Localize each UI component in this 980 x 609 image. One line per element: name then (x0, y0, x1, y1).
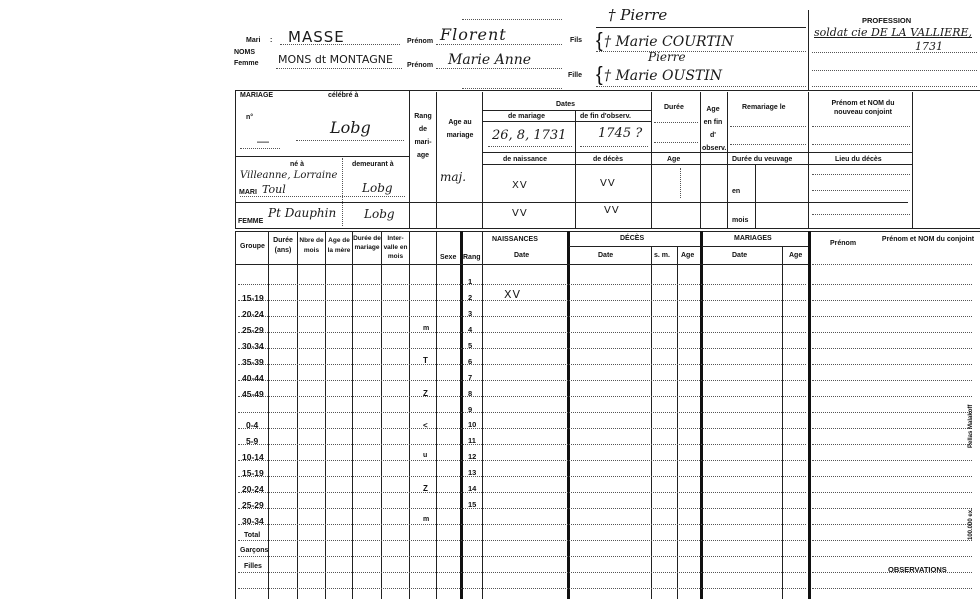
no-label: n° (246, 114, 254, 121)
table-row-rule (812, 540, 972, 541)
sexe-letter: < (423, 421, 428, 430)
table-row-rule (812, 476, 972, 477)
table-row-rule (812, 588, 972, 589)
noms-label: NOMS (234, 49, 255, 56)
table-row-rule (238, 540, 806, 541)
profession-label: PROFESSION (862, 16, 912, 25)
table-row-rule (238, 508, 806, 509)
deces-label: DÉCÈS (620, 235, 645, 242)
de-deces-label: de décès (593, 156, 623, 163)
table-row-rule (238, 524, 806, 525)
fille-mere: † Marie OUSTIN (604, 68, 723, 84)
table-row-rule (812, 492, 972, 493)
demeurant-label: demeurant à (352, 161, 394, 168)
profession-value: soldat cie DE LA VALLIERE, (814, 26, 973, 39)
rang-number: 2 (468, 293, 473, 302)
age-mere-label: Age de la mère (327, 237, 351, 254)
naissance-date-label: Date (514, 252, 530, 259)
group-label: 25-29 (242, 500, 264, 510)
femme-nom: MONS dt MONTAGNE (278, 53, 393, 66)
femme-deces: VV (604, 205, 620, 216)
group-label: 35-39 (242, 357, 264, 367)
group-label: 20-24 (242, 309, 264, 319)
fils-mere: † Marie COURTIN (604, 34, 734, 50)
table-row-rule (812, 380, 972, 381)
sexe-label: Sexe (440, 254, 457, 261)
rang-mariage-label: Rang de mari- age (414, 113, 432, 159)
table-row-rule (238, 300, 806, 301)
table-row-rule (812, 460, 972, 461)
table-row-rule (238, 460, 806, 461)
prenom-label: Prénom (830, 240, 857, 247)
mariage-date-label: Date (732, 252, 748, 259)
table-row-rule (812, 332, 972, 333)
rang-number: 6 (468, 357, 473, 366)
duree-veuvage-label: Durée du veuvage (732, 156, 793, 163)
lieu-deces-label: Lieu du décès (835, 156, 882, 163)
age-mariage-label: Age au mariage (446, 119, 474, 139)
rang-number: 14 (468, 484, 477, 493)
printer-imprint: Pellas Malakoff (968, 404, 974, 448)
de-naissance-label: de naissance (503, 156, 547, 163)
age-fin-label: Age en fin d' observ. (702, 106, 727, 152)
rang-number: 5 (468, 341, 473, 350)
mois-label: mois (732, 217, 749, 224)
mari-deces: VV (600, 178, 616, 189)
table-row-rule (238, 588, 806, 589)
table-row-rule (238, 284, 806, 285)
rang-number: 4 (468, 325, 473, 334)
group-label: Filles (244, 563, 262, 570)
sm-label: s. m. (654, 252, 670, 259)
table-row-rule (238, 396, 806, 397)
profession-year: 1731 (915, 40, 943, 53)
sexe-letter: m (423, 516, 430, 523)
rang-number: 9 (468, 405, 473, 414)
remariage-label: Remariage le (742, 104, 786, 111)
sexe-letter: Z (423, 484, 428, 493)
mariages-label: MARIAGES (734, 235, 772, 242)
femme-row-label: FEMME (238, 218, 264, 225)
femme-demeurant: Lobg (364, 207, 395, 221)
femme-prenom: Marie Anne (448, 52, 532, 68)
group-label: 5-9 (246, 436, 259, 446)
mari-label: Mari (246, 37, 261, 44)
dates-label: Dates (556, 101, 576, 108)
sexe-letter: u (423, 452, 428, 459)
mari-prenom: Florent (440, 25, 507, 44)
table-row-rule (812, 316, 972, 317)
age-col-label: Age (667, 156, 681, 163)
rang-label: Rang (463, 254, 481, 261)
celebre-label: célébré à (328, 92, 359, 99)
femme-ne: Pt Dauphin (268, 206, 337, 220)
mari-age: maj. (440, 170, 467, 184)
table-row-rule (238, 364, 806, 365)
prenom-mari-label: Prénom (407, 38, 434, 45)
table-row-rule (238, 572, 806, 573)
duree-label: Durée (664, 104, 684, 111)
table-row-rule (238, 476, 806, 477)
mari-ne-line1: Villeanne, Lorraine (240, 170, 338, 181)
rang-number: 13 (468, 468, 477, 477)
table-row-rule (238, 444, 806, 445)
date-mariage-value: 26, 8, 1731 (492, 128, 567, 143)
ne-a-label: né à (290, 161, 305, 168)
rang-number: 1 (468, 277, 473, 286)
group-label: 40-44 (242, 373, 264, 383)
sexe-letter: Z (423, 389, 428, 398)
en-label: en (732, 188, 741, 195)
group-label: 20-24 (242, 484, 264, 494)
sexe-letter: T (423, 356, 428, 365)
nouveau-conjoint-label: Prénom et NOM du nouveau conjoint (831, 100, 895, 116)
fils-label: Fils (570, 37, 583, 44)
rang-number: 11 (468, 436, 476, 445)
group-label: 10-14 (242, 452, 264, 462)
rang-number: 12 (468, 452, 477, 461)
group-label: 15-19 (242, 468, 264, 478)
rang-number: 3 (468, 309, 473, 318)
table-row-rule (238, 412, 806, 413)
rang-number: 8 (468, 389, 473, 398)
mari-nom: MASSE (288, 28, 345, 46)
naissance-rang2-value: XV (504, 288, 522, 301)
group-label: 15-19 (242, 293, 264, 303)
de-mariage-label: de mariage (508, 113, 545, 120)
mari-demeurant: Lobg (362, 181, 393, 195)
mari-row-label: MARI (239, 189, 257, 196)
table-row-rule (238, 492, 806, 493)
observations-label: OBSERVATIONS (888, 565, 947, 574)
nbre-mois-label: Nbre de mois (299, 237, 324, 254)
fille-label: Fille (568, 72, 583, 79)
table-row-rule (812, 284, 972, 285)
duree-ans-label: Durée (ans) (273, 237, 293, 254)
mari-naissance: XV (512, 180, 528, 191)
femme-label: Femme (234, 60, 259, 67)
de-fin-label: de fin d'observ. (580, 113, 631, 120)
date-fin-value: 1745 ? (598, 126, 643, 141)
table-row-rule (238, 316, 806, 317)
table-row-rule (812, 444, 972, 445)
groupe-label: Groupe (240, 243, 265, 250)
group-label: Total (244, 532, 261, 539)
conjoint-label: Prénom et NOM du conjoint (881, 236, 975, 243)
group-label: 30-34 (242, 341, 264, 351)
table-row-rule (812, 300, 972, 301)
table-row-rule (238, 428, 806, 429)
femme-naissance: VV (512, 208, 528, 219)
table-row-rule (812, 412, 972, 413)
naissances-label: NAISSANCES (492, 236, 538, 243)
group-label: 45-49 (242, 389, 264, 399)
table-row-rule (238, 348, 806, 349)
group-label: 30-34 (242, 516, 264, 526)
fils-pere: † Pierre (608, 6, 668, 24)
table-row-rule (812, 396, 972, 397)
group-label: 25-29 (242, 325, 264, 335)
rang-number: 15 (468, 500, 477, 509)
mariage-label: MARIAGE (240, 92, 274, 99)
mariage-age-label: Age (789, 252, 803, 259)
table-row-rule (238, 556, 806, 557)
celebre-value: Lobg (330, 118, 371, 137)
table-row-rule (238, 332, 806, 333)
deces-date-label: Date (598, 252, 614, 259)
group-label: 0-4 (246, 420, 259, 430)
rang-number: 10 (468, 420, 477, 429)
intervalle-label: Inter- valle en mois (383, 235, 408, 260)
no-value: — (257, 134, 269, 148)
table-row-rule (812, 428, 972, 429)
table-row-rule (812, 524, 972, 525)
group-label: Garçons (240, 547, 269, 554)
table-row-rule (812, 508, 972, 509)
prenom-femme-label: Prénom (407, 62, 434, 69)
table-row-rule (812, 556, 972, 557)
table-row-rule (812, 348, 972, 349)
fille-pere: Pierre (648, 50, 686, 64)
table-row-rule (238, 380, 806, 381)
print-run: 100.000 ex. (968, 508, 974, 540)
duree-mariage-label: Durée de mariage (353, 235, 381, 251)
deces-age-label: Age (681, 252, 695, 259)
table-row-rule (812, 364, 972, 365)
rang-number: 7 (468, 373, 473, 382)
sexe-letter: m (423, 325, 430, 332)
mari-ne-line2: Toul (262, 183, 286, 196)
